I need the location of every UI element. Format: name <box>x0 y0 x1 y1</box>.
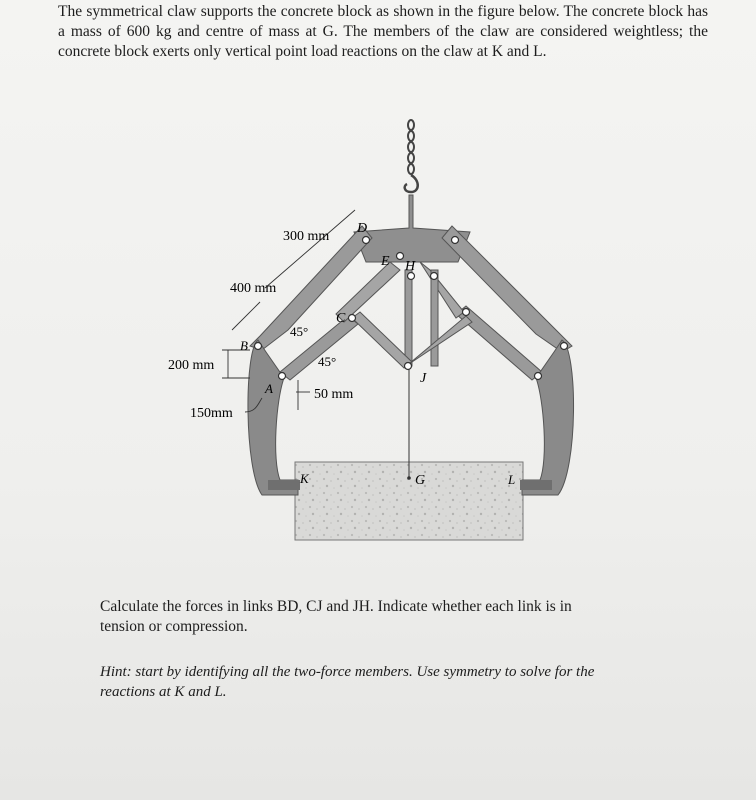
label-e: E <box>381 254 390 269</box>
dim-400: 400 mm <box>230 281 277 296</box>
label-j: J <box>420 371 427 386</box>
right-upper-inner-link <box>420 262 464 318</box>
label-k: K <box>300 471 309 486</box>
label-c: C <box>336 311 346 326</box>
g-dot <box>407 476 411 480</box>
left-upper-inner-link <box>336 262 400 322</box>
label-g: G <box>415 473 426 488</box>
right-outer-arm <box>442 226 572 352</box>
label-h: H <box>405 259 416 274</box>
label-b: B <box>240 338 248 353</box>
dim-50: 50 mm <box>314 387 354 402</box>
label-d: D <box>357 221 368 236</box>
left-foot <box>268 480 300 490</box>
label-l: L <box>508 472 516 487</box>
angle-45-upper: 45° <box>290 324 309 339</box>
link-jh-right <box>431 270 438 366</box>
link-jh-left <box>405 270 412 366</box>
right-foot <box>520 480 552 490</box>
label-a: A <box>265 381 273 396</box>
problem-hint: Hint: start by identifying all the two-force members. Use symmetry to solve for the reactions at K and L. <box>100 664 595 700</box>
angle-45-lower: 45° <box>318 354 337 369</box>
chain <box>405 120 418 192</box>
problem-question: Calculate the forces in links BD, CJ and JH. Indicate whether each link is in tension or compression. <box>100 598 572 635</box>
dim-300: 300 mm <box>283 229 330 244</box>
dim-150: 150mm <box>190 406 233 421</box>
problem-intro: The symmetrical claw supports the concrete block as shown in the figure below. The concrete block has a mass of 600 kg and centre of mass at G. The members of the claw are considered weightless; the concrete block exerts only vertical point load reactions on the claw at K and L. <box>58 3 708 60</box>
dim-200: 200 mm <box>168 358 215 373</box>
link-cj <box>352 312 412 368</box>
